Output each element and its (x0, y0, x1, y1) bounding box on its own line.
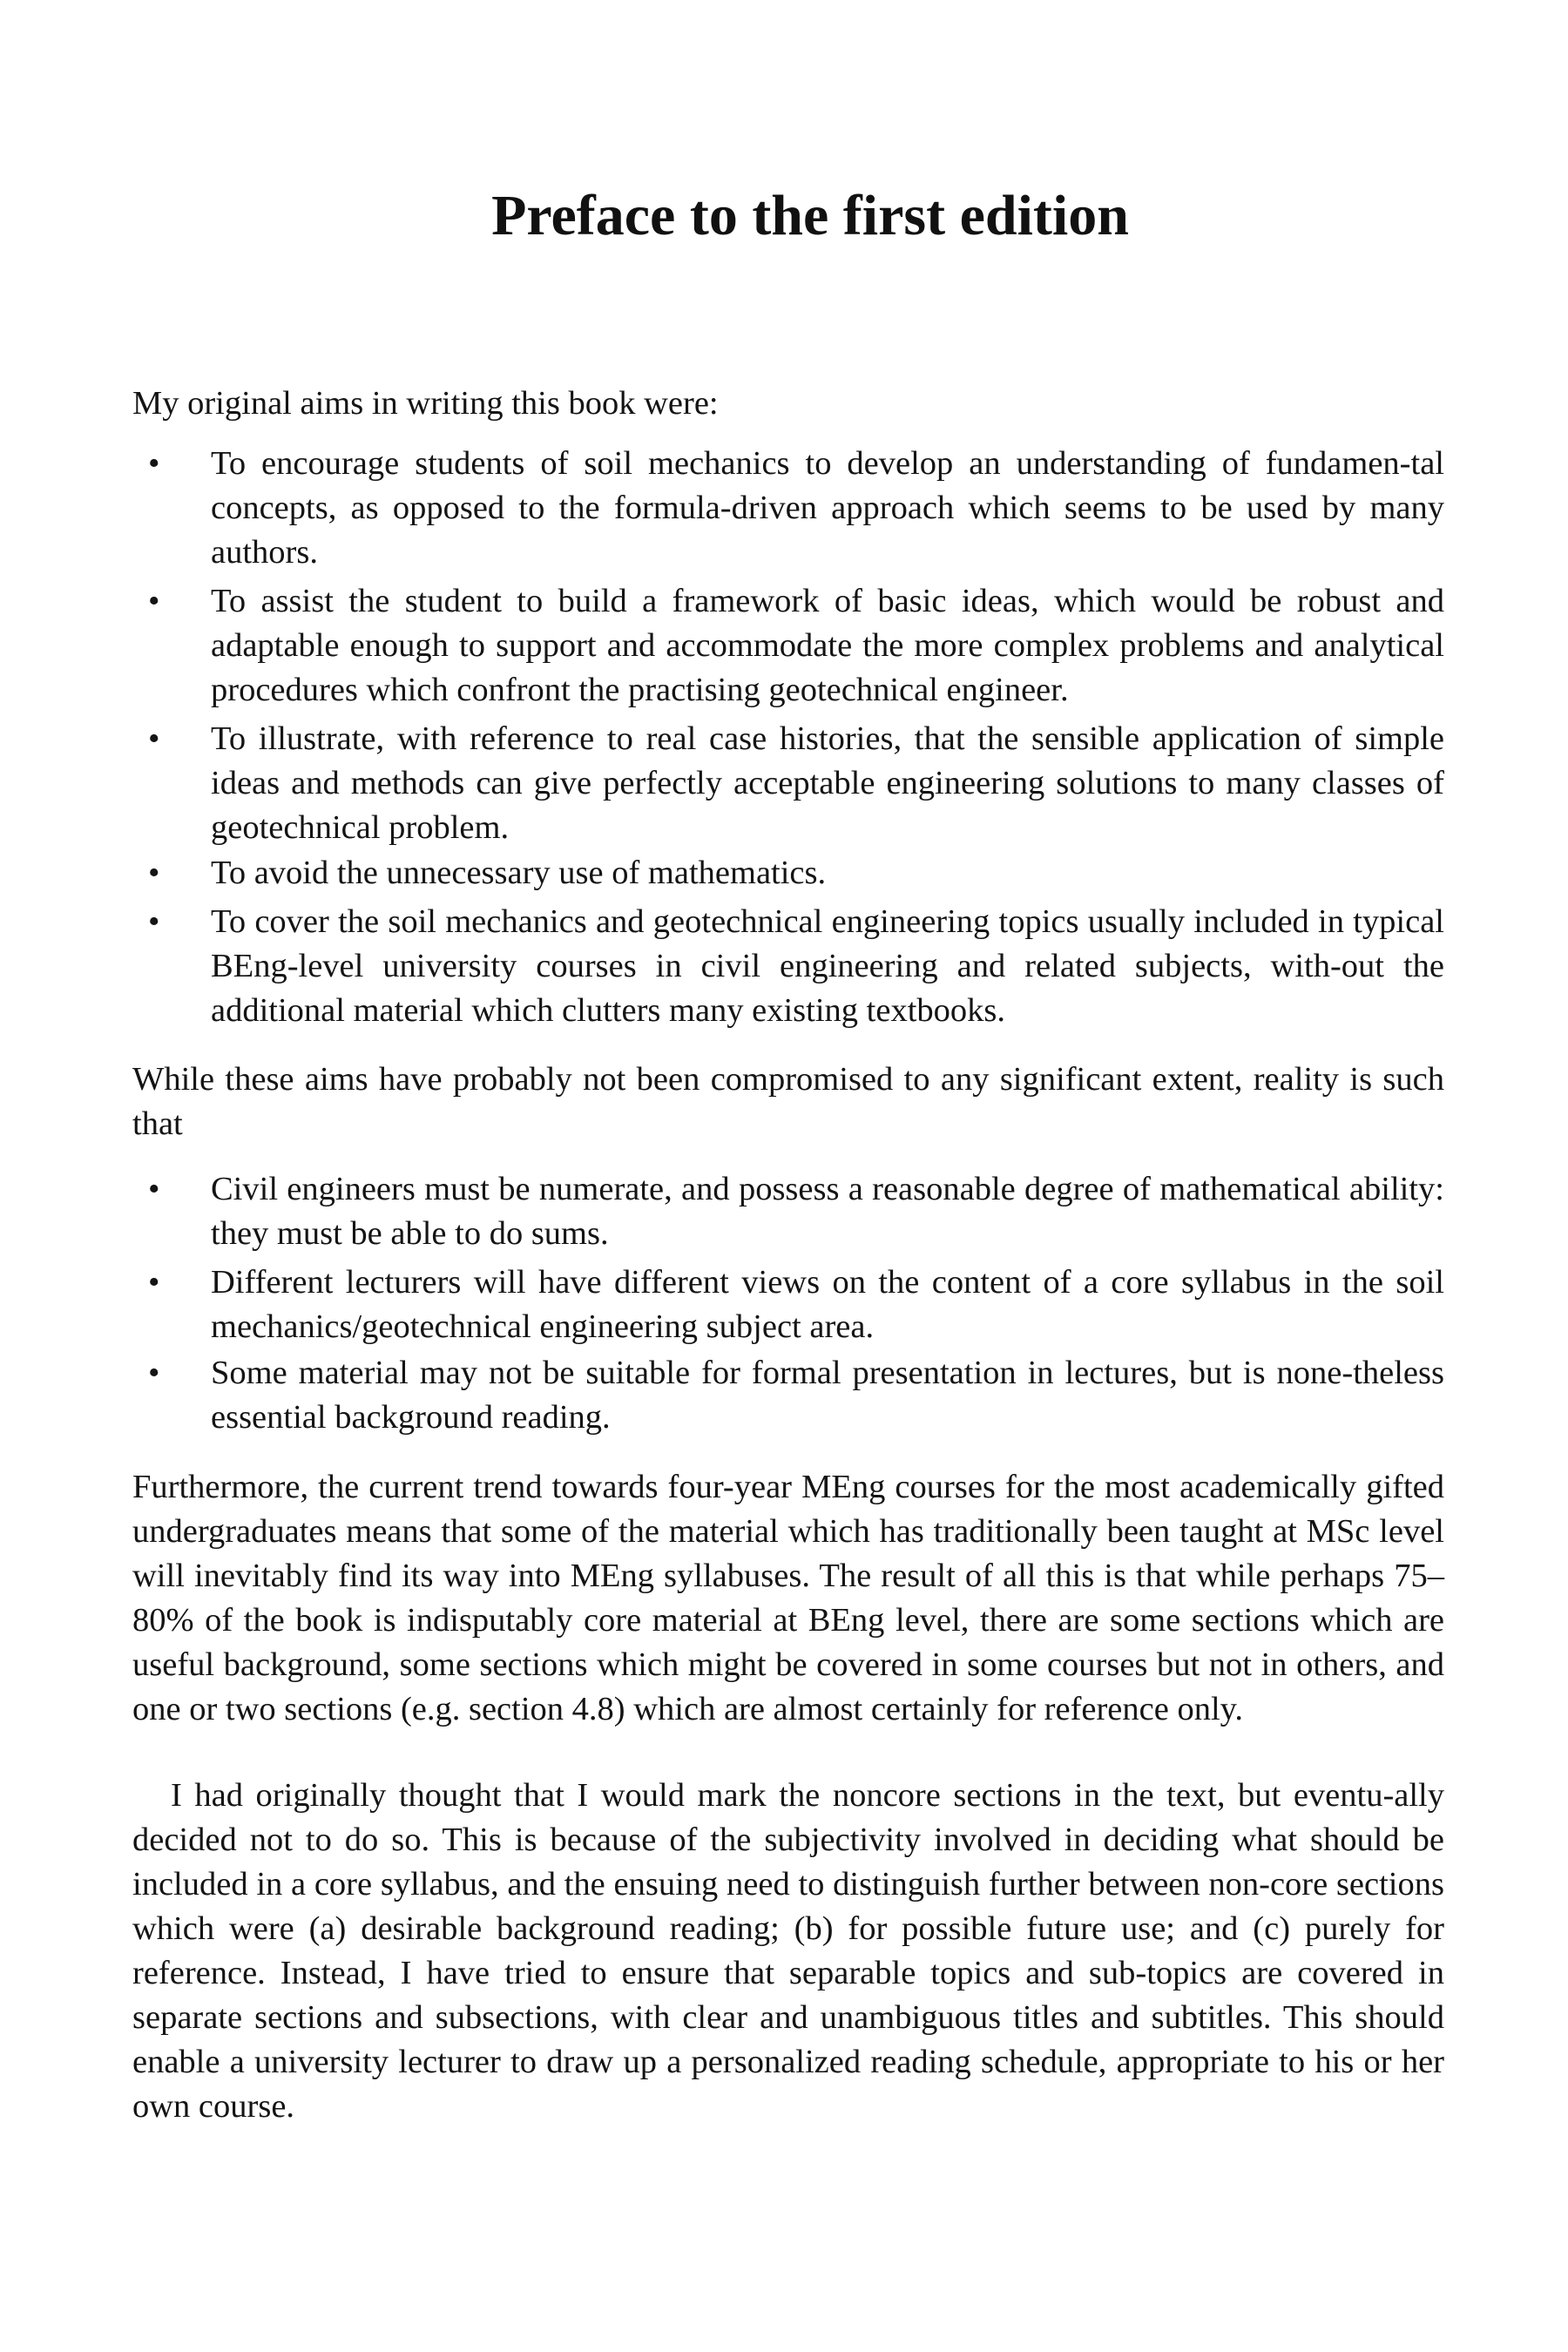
list-item (132, 579, 1444, 713)
list-item (132, 717, 1444, 850)
bullet-icon: • (148, 903, 160, 940)
list-item-text: To assist the student to build a framework of basic ideas, which would be robust and adaptable enough to support and accommodate the more complex problems and analytical procedures which confront the practising geotechnical engineer. (211, 583, 1444, 708)
list-item-text: To illustrate, with reference to real case histories, that the sensible application of simple ideas and methods can give perfectly acceptable engineering solutions to many classes of geotechnical problem. (211, 720, 1444, 846)
bullet-icon: • (148, 720, 160, 757)
list-item-text: To cover the soil mechanics and geotechnical engineering topics usually included in typical BEng-level university courses in civil engineering and related subjects, with-out the additional material which clutters many existing textbooks. (211, 903, 1444, 1029)
list-item (132, 851, 1444, 896)
originally-paragraph: I had originally thought that I would mark the noncore sections in the text, but eventu-ally decided not to do so. This is because of the subjectivity involved in deciding what should be included in a core syllabus, and the ensuing need to distinguish further between non-core sections which were (a) desirable background reading; (b) for possible future use; and (c) purely for reference. Instead, I have tried to ensure that separable topics and sub-topics are covered in separate sections and subsections, with clear and unambiguous titles and subtitles. This should enable a university lecturer to draw up a personalized reading schedule, appropriate to his or her own course. (132, 1777, 1444, 2125)
list-item (132, 1167, 1444, 1256)
list-item (132, 1351, 1444, 1440)
bullet-icon: • (148, 1355, 160, 1391)
bullet-icon: • (148, 1264, 160, 1301)
bullet-icon: • (148, 583, 160, 619)
page-title: Preface to the first edition (491, 184, 1129, 247)
list-item (132, 442, 1444, 575)
intro-paragraph: My original aims in writing this book were: (132, 385, 719, 422)
reality-intro-paragraph: While these aims have probably not been compromised to any significant extent, reality is such that (132, 1061, 1444, 1142)
list-item-text: Some material may not be suitable for formal presentation in lectures, but is none-theless essential background reading. (211, 1355, 1444, 1436)
list-item-text: Civil engineers must be numerate, and possess a reasonable degree of mathematical ability: they must be able to do sums. (211, 1171, 1444, 1252)
furthermore-paragraph: Furthermore, the current trend towards four-year MEng courses for the most academically gifted undergraduates means that some of the material which has traditionally been taught at MSc level will inevitably find its way into MEng syllabuses. The result of all this is that while perhaps 75–80% of the book is indisputably core material at BEng level, there are some sections which are useful background, some sections which might be covered in some courses but not in others, and one or two sections (e.g. section 4.8) which are almost certainly for reference only. (132, 1469, 1444, 1727)
list-item-text: Different lecturers will have different views on the content of a core syllabus in the soil mechanics/geotechnical engineering subject area. (211, 1264, 1444, 1345)
bullet-icon: • (148, 445, 160, 482)
list-item-text: To encourage students of soil mechanics to develop an understanding of fundamen-tal concepts, as opposed to the formula-driven approach which seems to be used by many authors. (211, 445, 1444, 571)
list-item (132, 900, 1444, 1033)
list-item-text: To avoid the unnecessary use of mathematics. (211, 855, 827, 891)
list-item (132, 1260, 1444, 1349)
bullet-icon: • (148, 855, 160, 891)
bullet-icon: • (148, 1171, 160, 1207)
